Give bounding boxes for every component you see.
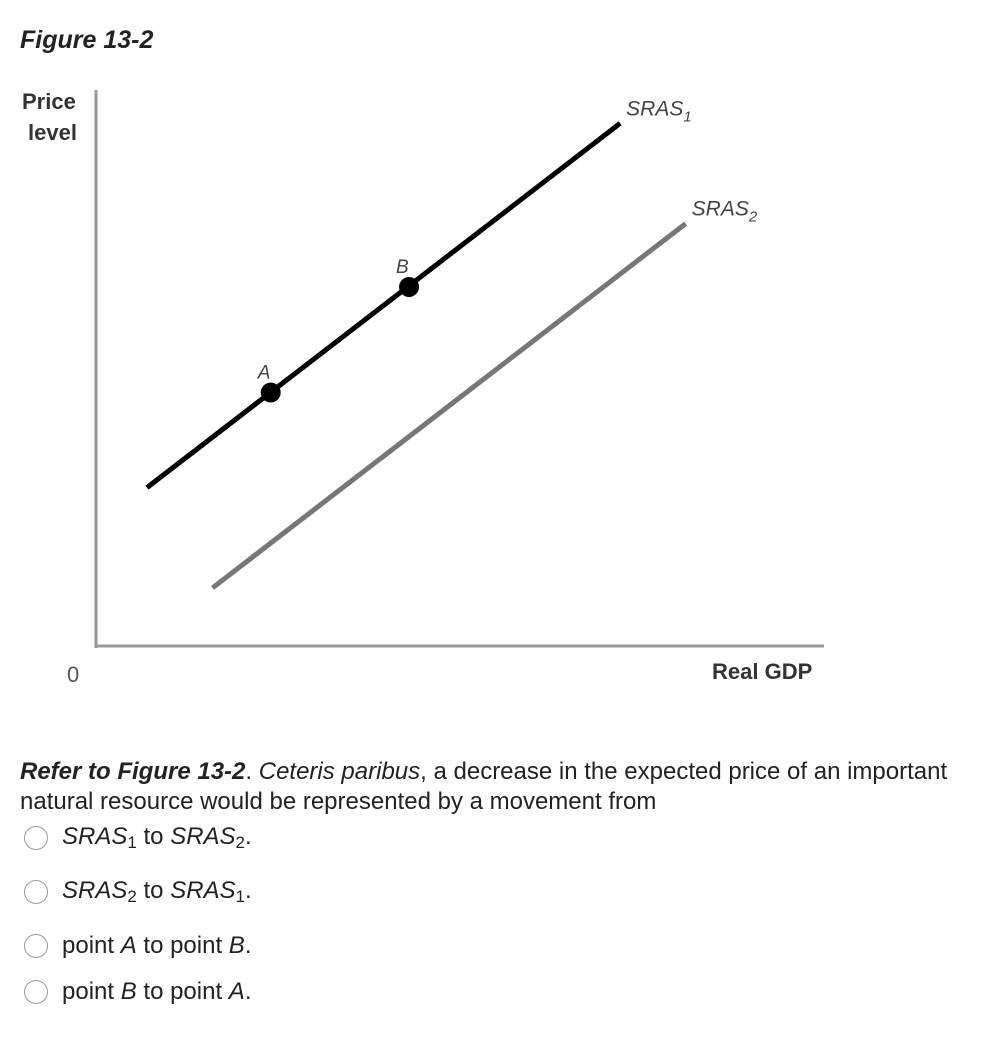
y-axis-label-line2: level: [28, 120, 77, 145]
x-axis-label: Real GDP: [712, 659, 813, 684]
option-label: $SRAS_1$ to $SRAS_2$.: [62, 823, 252, 852]
origin-label: 0: [67, 662, 80, 687]
radio-button[interactable]: [24, 980, 48, 1004]
curve-label-sras1: $SRAS_1$: [626, 97, 692, 126]
option-sras2-to-sras1[interactable]: [24, 874, 252, 910]
curve-sras1: [147, 123, 620, 487]
answer-options: [24, 820, 252, 1010]
curve-label-sras2: $SRAS_2$: [691, 197, 758, 226]
option-point-b-to-a[interactable]: [24, 974, 252, 1010]
point-label-b: B: [396, 256, 409, 278]
point-a: [261, 383, 281, 403]
figure-title: Figure 13-2: [20, 26, 154, 54]
y-axis-label-line1: Price: [22, 89, 76, 114]
option-point-a-to-b[interactable]: [24, 928, 252, 964]
curve-sras2: [212, 224, 685, 588]
figure-reference: Refer to Figure 13-2: [20, 758, 246, 785]
option-label: $SRAS_2$ to $SRAS_1$.: [62, 877, 252, 906]
radio-button[interactable]: [24, 826, 48, 850]
radio-button[interactable]: [24, 880, 48, 904]
option-sras1-to-sras2[interactable]: [24, 820, 252, 856]
option-label: point B to point A.: [62, 978, 252, 1005]
point-b: [399, 277, 419, 297]
point-label-a: A: [257, 362, 271, 384]
option-label: point A to point B.: [62, 932, 252, 959]
ceteris-paribus: Ceteris paribus: [258, 758, 421, 785]
radio-button[interactable]: [24, 934, 48, 958]
question-text: Refer to Figure 13-2. Ceteris paribus, a decrease in the expected price of an important natural resource would be represented by a movement from: [20, 758, 948, 815]
